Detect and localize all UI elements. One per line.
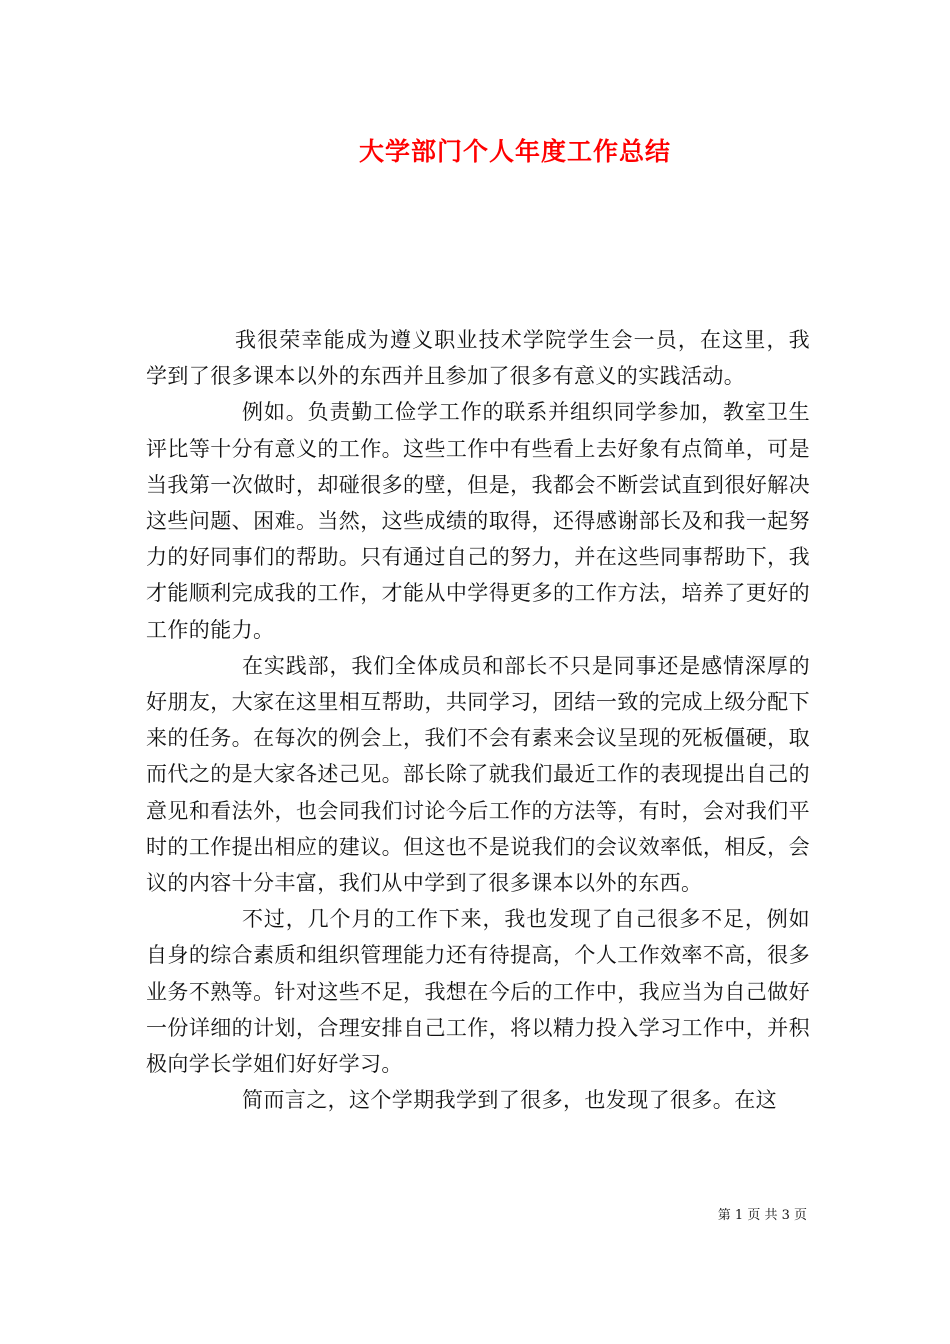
document-title: 大学部门个人年度工作总结	[358, 137, 671, 166]
paragraph-2: 例如。负责勤工俭学工作的联系并组织同学参加，教室卫生评比等十分有意义的工作。这些工作中有些看上去好象有点简单，可是当我第一次做时，却碰很多的壁，但是，我都会不断尝试直到很好解决这些问题、困难。当然，这些成绩的取得，还得感谢部长及和我一起努力的好同事们的帮助。只有通过自己的努力，并在这些同事帮助下，我才能顺利完成我的工作，才能从中学得更多的工作方法，培养了更好的工作的能力。	[146, 400, 810, 642]
paragraph-4: 不过，几个月的工作下来，我也发现了自己很多不足，例如自身的综合素质和组织管理能力还有待提高，个人工作效率不高，很多业务不熟等。针对这些不足，我想在今后的工作中，我应当为自己做好一份详细的计划，合理安排自己工作，将以精力投入学习工作中，并积极向学长学姐们好好学习。	[146, 907, 810, 1077]
paragraph-3: 在实践部，我们全体成员和部长不只是同事还是感情深厚的好朋友，大家在这里相互帮助，共同学习，团结一致的完成上级分配下来的任务。在每次的例会上，我们不会有素来会议呈现的死板僵硬，取而代之的是大家各述己见。部长除了就我们最近工作的表现提出自己的意见和看法外，也会同我们讨论今后工作的方法等，有时，会对我们平时的工作提出相应的建议。但这也不是说我们的会议效率低，相反，会议的内容十分丰富，我们从中学到了很多课本以外的东西。	[146, 653, 810, 896]
page-number-footer	[718, 1204, 807, 1223]
paragraph-1: 我很荣幸能成为遵义职业技术学院学生会一员，在这里，我学到了很多课本以外的东西并且参加了很多有意义的实践活动。	[146, 328, 810, 389]
paragraph-5: 简而言之，这个学期我学到了很多，也发现了很多。在这	[242, 1088, 777, 1113]
document-body	[146, 322, 810, 1118]
page-number-label: 第 1 页 共 3 页	[717, 1208, 807, 1223]
